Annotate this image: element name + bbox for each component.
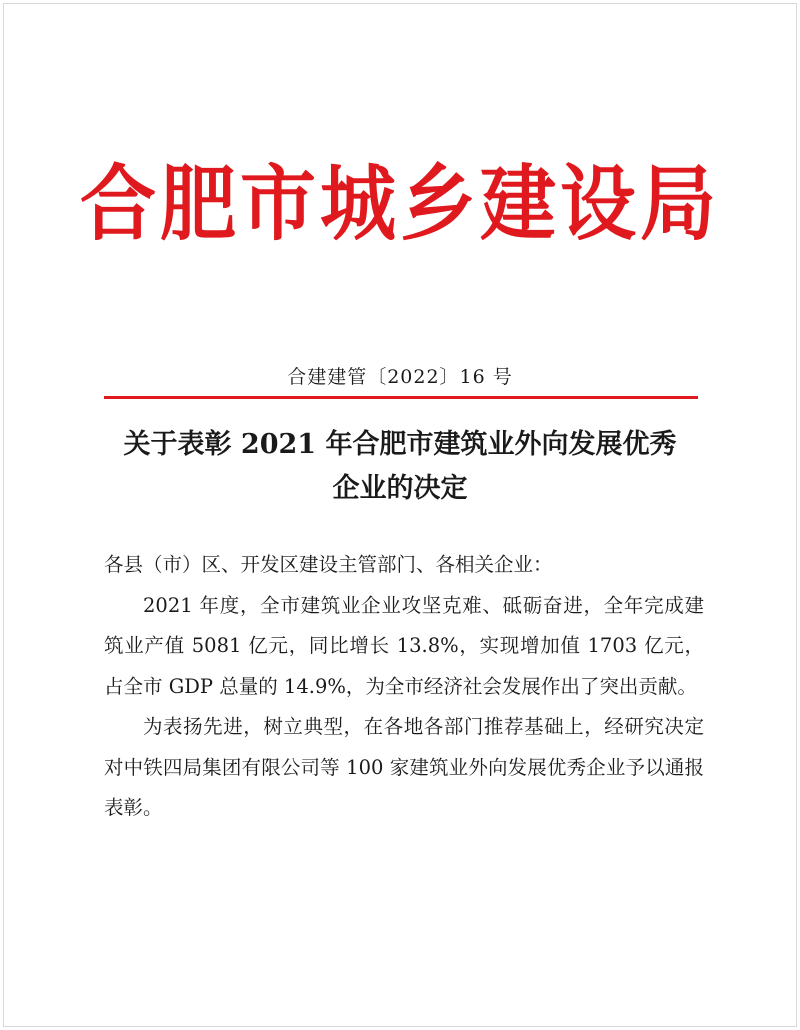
title-line-1: 关于表彰 2021 年合肥市建筑业外向发展优秀: [123, 429, 677, 460]
title-line-2: 企业的决定: [332, 473, 468, 504]
document-title: [60, 423, 740, 511]
salutation: 各县（市）区、开发区建设主管部门、各相关企业：: [104, 553, 553, 576]
body-paragraph-2: 为表扬先进，树立典型，在各地各部门推荐基础上，经研究决定对中铁四局集团有限公司等 100 家建筑业外向发展优秀企业予以通报表彰。: [104, 715, 704, 819]
document-number: 合建建管〔2022〕16 号: [287, 366, 513, 388]
red-divider-line: [104, 396, 698, 399]
body-paragraph-1: 2021 年度，全市建筑业企业攻坚克难、砥砺奋进，全年完成建筑业产值 5081 亿元，同比增长 13.8%，实现增加值 1703 亿元，占全市 GDP 总量的 14.9%，为全市经济社会发展作出了突出贡献。: [104, 593, 704, 698]
agency-masthead: 合肥市城乡建设局: [80, 155, 720, 252]
document-body: [104, 545, 704, 829]
